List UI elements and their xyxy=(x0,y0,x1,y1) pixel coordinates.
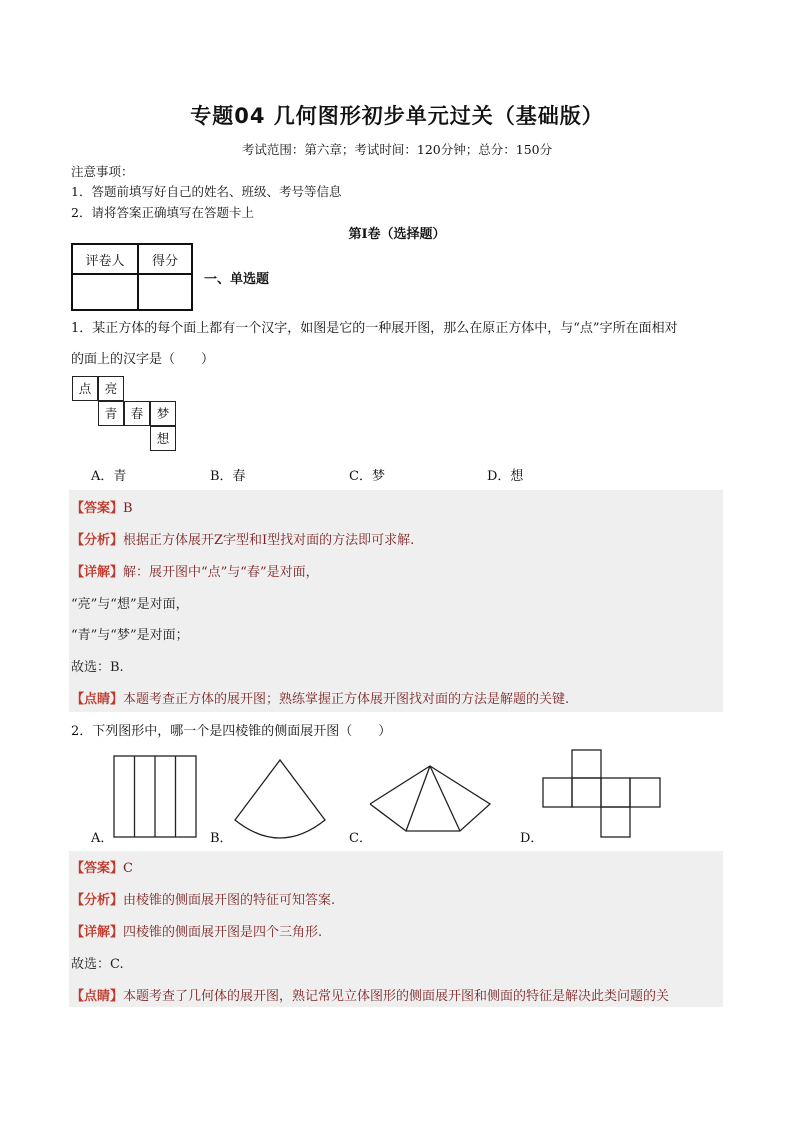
q1-stem-line2: 的面上的汉字是（ ） xyxy=(71,352,215,367)
exam-info: 考试范围：第六章；考试时间：120分钟；总分：150分 xyxy=(241,142,553,157)
q1-detail-tag: 【详解】 xyxy=(71,565,124,580)
score-table-header-score: 得分 xyxy=(138,244,192,274)
net-cell-xiang: 想 xyxy=(150,426,176,451)
net-cell-qing: 青 xyxy=(98,401,124,426)
q2-answer-value: C xyxy=(123,861,133,876)
score-table-header-grader: 评卷人 xyxy=(72,244,138,274)
figure-d-row-square-3 xyxy=(601,778,630,807)
figure-d-row-square-1 xyxy=(543,778,572,807)
q1-stem-line1: 1．某正方体的每个面上都有一个汉字，如图是它的一种展开图，那么在原正方体中，与“点”字所在面相对 xyxy=(71,321,678,336)
q1-option-d[interactable]: D．想 xyxy=(487,469,524,484)
q2-comment-text: 本题考查了几何体的展开图，熟记常见立体图形的侧面展开图和侧面的特征是解决此类问题的关 xyxy=(123,989,670,1004)
q1-option-b[interactable]: B．春 xyxy=(210,469,246,484)
q1-comment-tag: 【点睛】 xyxy=(71,692,124,707)
q2-detail-tag: 【详解】 xyxy=(71,925,124,940)
figure-c-triangles xyxy=(370,766,490,831)
q1-detail-line-3: “青”与“梦”是对面； xyxy=(71,628,189,643)
q2-comment-tag: 【点睛】 xyxy=(71,989,124,1004)
net-cell-chun: 春 xyxy=(124,401,150,426)
q2-detail xyxy=(71,921,322,940)
net-cell-liang: 亮 xyxy=(98,376,124,401)
q1-answer-value: B xyxy=(123,501,133,516)
figure-d-bottom-square xyxy=(601,807,630,837)
figure-d-row-square-4 xyxy=(630,778,660,807)
figure-a-rectangles xyxy=(114,756,196,837)
q1-answer-tag: 【答案】 xyxy=(71,501,124,516)
page-title: 专题04 几何图形初步单元过关（基础版） xyxy=(190,104,604,128)
q2-stem: 2．下列图形中，哪一个是四棱锥的侧面展开图（ ） xyxy=(71,724,392,739)
figure-d-cross-net xyxy=(543,750,660,837)
q2-option-b[interactable]: B． xyxy=(210,831,233,846)
net-cell-meng: 梦 xyxy=(150,401,176,426)
q2-analysis xyxy=(71,889,335,908)
q1-analysis-text: 根据正方体展开Z字型和I型找对面的方法即可求解. xyxy=(123,533,415,548)
q1-option-c[interactable]: C．梦 xyxy=(349,469,385,484)
q2-detail-text: 四棱锥的侧面展开图是四个三角形. xyxy=(123,925,323,940)
q1-detail-text: 解：展开图中“点”与“春”是对面， xyxy=(123,565,319,580)
q1-detail-line-2: “亮”与“想”是对面， xyxy=(71,597,189,612)
figure-c-edge-1 xyxy=(406,766,430,831)
q2-analysis-text: 由棱锥的侧面展开图的特征可知答案. xyxy=(123,893,336,908)
q2-answer xyxy=(71,857,133,876)
q1-option-a[interactable]: A．青 xyxy=(91,469,127,484)
figure-c-outline xyxy=(370,766,490,831)
q1-choose: 故选：B. xyxy=(71,660,124,675)
q2-option-a[interactable]: A． xyxy=(91,831,114,846)
q2-answer-tag: 【答案】 xyxy=(71,861,124,876)
section-title: 一、单选题 xyxy=(204,272,270,287)
note-item-1: 1．答题前填写好自己的姓名、班级、考号等信息 xyxy=(71,184,342,199)
q2-analysis-tag: 【分析】 xyxy=(71,893,124,908)
figure-b-sector-path xyxy=(235,760,325,838)
q2-option-c[interactable]: C． xyxy=(349,831,372,846)
part-title: 第Ⅰ卷（选择题） xyxy=(348,227,446,242)
q2-choose: 故选：C. xyxy=(71,957,124,972)
q1-comment-text: 本题考查正方体的展开图；熟练掌握正方体展开图找对面的方法是解题的关键. xyxy=(123,692,570,707)
note-item-2: 2．请将答案正确填写在答题卡上 xyxy=(71,205,254,220)
net-cell-dian: 点 xyxy=(72,376,98,401)
q2-comment xyxy=(71,985,722,1004)
figure-d-row-square-2 xyxy=(572,778,601,807)
q2-option-d[interactable]: D． xyxy=(520,831,544,846)
figure-b-sector xyxy=(235,760,325,838)
q1-analysis-tag: 【分析】 xyxy=(71,533,124,548)
figure-d-top-square xyxy=(572,750,601,778)
notes-heading: 注意事项： xyxy=(71,164,134,179)
